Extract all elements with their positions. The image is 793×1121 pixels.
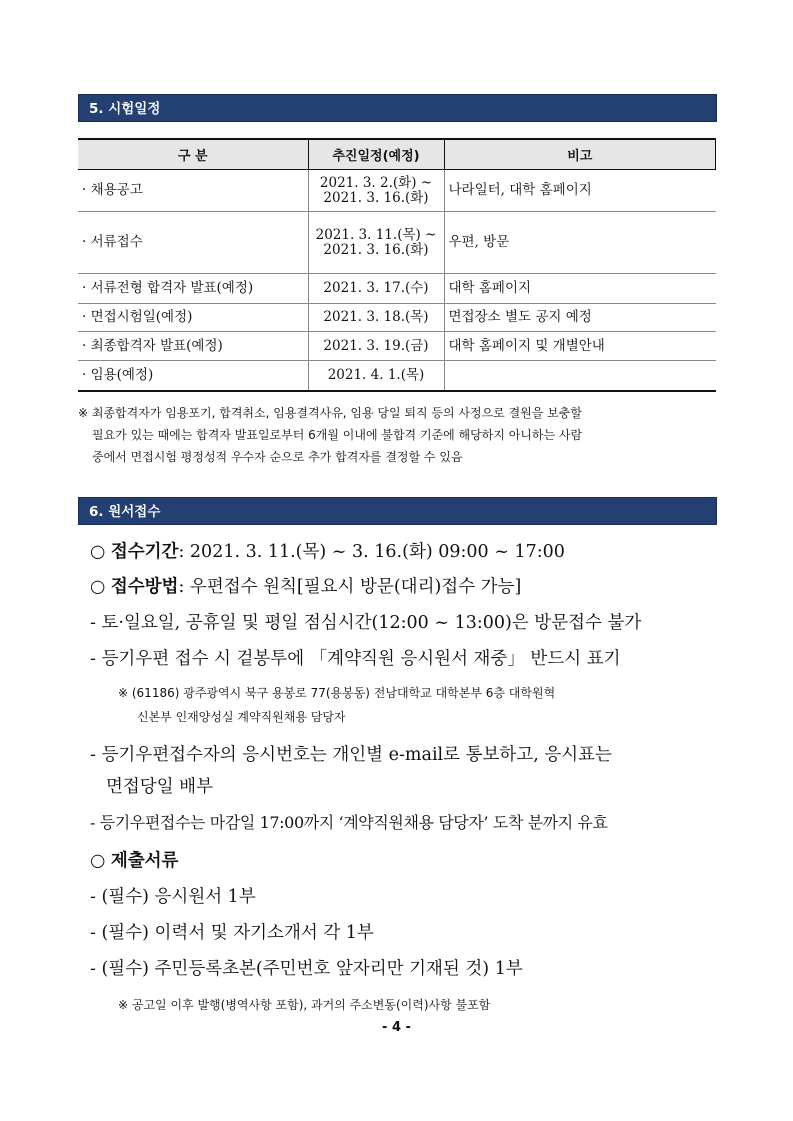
table-row [78, 304, 716, 332]
row-date: 2021. 3. 2.(화) ~ 2021. 3. 16.(화) [308, 170, 444, 212]
row-date: 2021. 4. 1.(목) [308, 361, 444, 391]
table-row [78, 170, 716, 212]
table-row [78, 212, 716, 274]
docs-note: ※ 공고일 이후 발행(병역사항 포함), 과거의 주소변동(이력)사항 불포함 [118, 998, 491, 1012]
row-date: 2021. 3. 19.(금) [308, 332, 444, 361]
row-item: · 최종합격자 발표(예정) [78, 332, 308, 361]
deadline-note: - 등기우편접수는 마감일 17:00까지 ‘계약직원채용 담당자’ 도착 분까지 유효 [90, 813, 608, 832]
list-item: 면접당일 배부 [106, 777, 213, 797]
table-row [78, 361, 716, 391]
row-note: 우편, 방문 [444, 212, 716, 274]
list-item: - (필수) 응시원서 1부 [90, 887, 256, 907]
docs-line: ○ 제출서류 [90, 851, 179, 871]
page-number: - 4 - [382, 1020, 411, 1035]
list-item: - 토·일요일, 공휴일 및 평일 점심시간(12:00 ~ 13:00)은 방문접수 불가 [90, 613, 642, 633]
row-date: 2021. 3. 18.(목) [308, 304, 444, 332]
row-item: · 서류전형 합격자 발표(예정) [78, 274, 308, 304]
address-note: ※ (61186) 광주광역시 북구 용봉로 77(용봉동) 전남대학교 대학본부 6층 대학원혁 [118, 686, 556, 700]
schedule-footnote: ※ 최종합격자가 임용포기, 합격취소, 임용결격사유, 임용 당일 퇴직 등의 사정으로 결원을 보충할 필요가 있는 때에는 합격자 발표일로부터 6개월 이내에 불합격 기준에 해당하지 아니하는 사람 중에서 면접시험 평정성적 우수자 순으로 추가 합격자를 결정할 수 있음 [78, 406, 583, 464]
row-item: · 서류접수 [78, 212, 308, 274]
schedule-table [78, 138, 716, 392]
method-line: ○ 접수방법: 우편접수 원칙[필요시 방문(대리)접수 가능] [90, 577, 522, 597]
row-date: 2021. 3. 11.(목) ~ 2021. 3. 16.(화) [308, 212, 444, 274]
row-note: 대학 홈페이지 [444, 274, 716, 304]
header-schedule: 추진일정(예정) [308, 139, 444, 170]
list-item: - (필수) 이력서 및 자기소개서 각 1부 [90, 923, 374, 943]
header-category: 구 분 [78, 139, 308, 170]
row-note: 면접장소 별도 공지 예정 [444, 304, 716, 332]
circle-bullet-icon: ○ [90, 542, 111, 562]
circle-bullet-icon: ○ [90, 577, 111, 597]
section-5-header: 5. 시험일정 [78, 94, 717, 122]
header-remarks: 비고 [444, 139, 716, 170]
address-note: 신본부 인재양성실 계약직원채용 담당자 [137, 710, 346, 724]
period-line: ○ 접수기간: 2021. 3. 11.(목) ~ 3. 16.(화) 09:00 ~ 17:00 [90, 542, 565, 562]
row-note [444, 361, 716, 391]
list-item: - (필수) 주민등록초본(주민번호 앞자리만 기재된 것) 1부 [90, 959, 523, 979]
row-note: 대학 홈페이지 및 개별안내 [444, 332, 716, 361]
list-item: - 등기우편접수자의 응시번호는 개인별 e-mail로 통보하고, 응시표는 [90, 745, 612, 765]
row-item: · 채용공고 [78, 170, 308, 212]
list-item: - 등기우편 접수 시 겉봉투에 「계약직원 응시원서 재중」 반드시 표기 [90, 649, 621, 669]
row-item: · 임용(예정) [78, 361, 308, 391]
row-note: 나라일터, 대학 홈페이지 [444, 170, 716, 212]
table-header-row [78, 139, 716, 170]
table-row [78, 274, 716, 304]
section-6-header: 6. 원서접수 [78, 497, 717, 525]
row-date: 2021. 3. 17.(수) [308, 274, 444, 304]
row-item: · 면접시험일(예정) [78, 304, 308, 332]
circle-bullet-icon: ○ [90, 851, 111, 871]
table-row [78, 332, 716, 361]
